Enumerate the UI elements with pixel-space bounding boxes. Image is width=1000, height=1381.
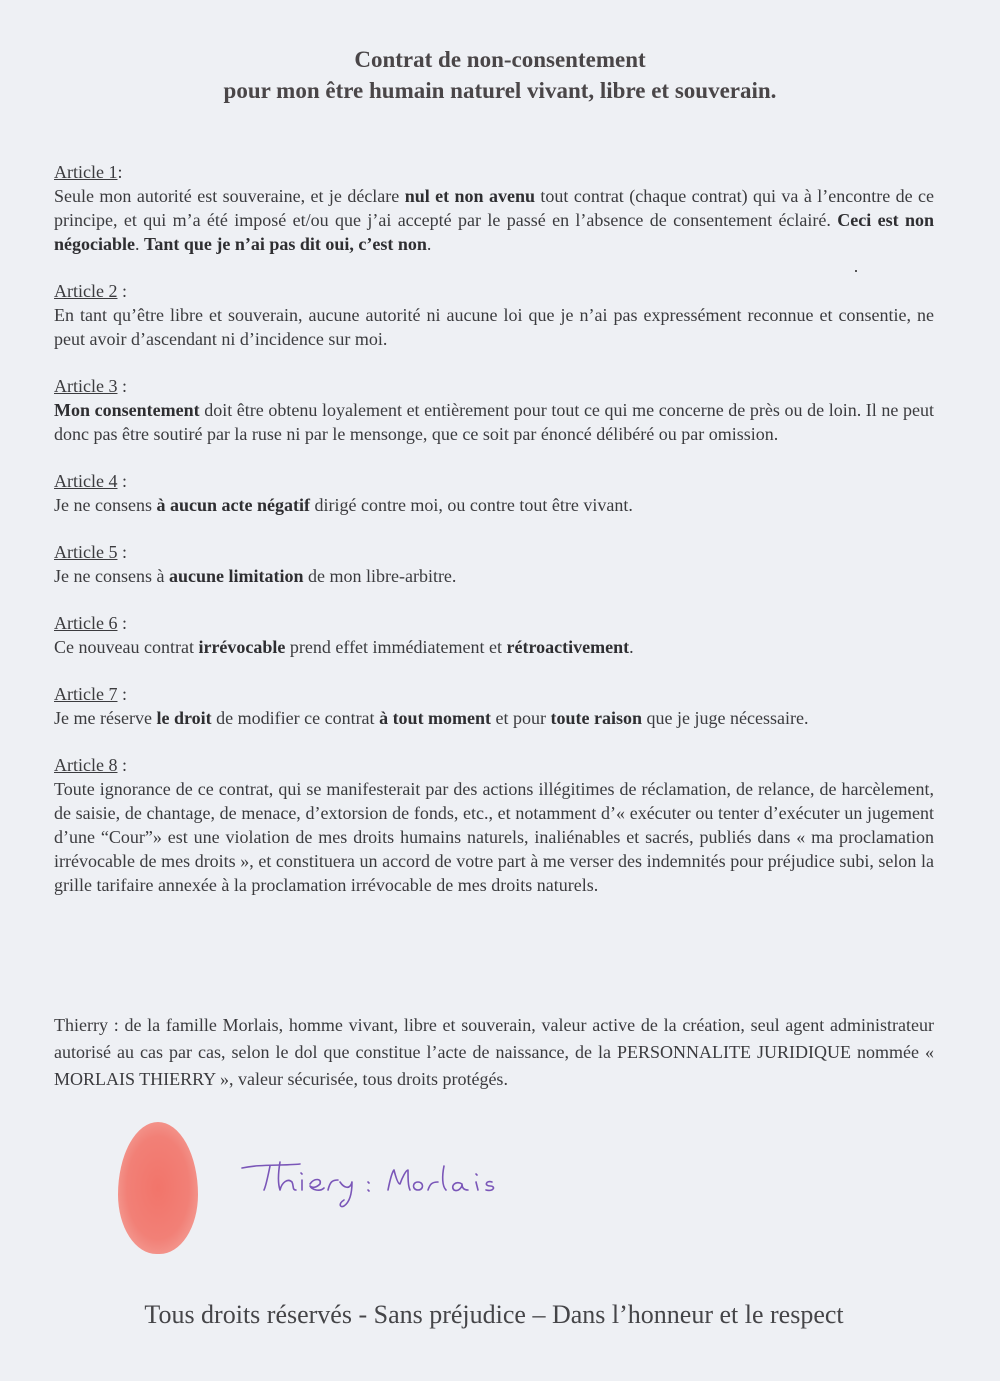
fingerprint-seal bbox=[118, 1122, 198, 1254]
article-2 bbox=[54, 279, 934, 351]
article-heading-colon: : bbox=[117, 162, 123, 182]
article-text-run: que je juge nécessaire. bbox=[642, 708, 809, 728]
title-line-2: pour mon être humain naturel vivant, libre et souverain. bbox=[223, 78, 777, 103]
article-text-run: Toute ignorance de ce contrat, qui se manifesterait par des actions illégitimes de réclamation, de relance, de harcèlement, de saisie, de chantage, de menace, d’extorsion de fonds, etc., et notamment d’« exécuter ou tenter d’exécuter un jugement d’une “Cour”» est une violation de mes droits humains naturels, inaliénables et sacrés, publiés dans « ma proclamation irrévocable de mes droits », et constituera un accord de votre part à me verser des indemnités pour préjudice subi, selon la grille tarifaire annexée à la proclamation irrévocable de mes droits naturels. bbox=[54, 779, 934, 895]
article-emphasis: irrévocable bbox=[198, 637, 286, 657]
title-line-1: Contrat de non-consentement bbox=[354, 47, 646, 72]
document-title bbox=[0, 44, 1000, 106]
article-emphasis: Tant que je n’ai pas dit oui, c’est non bbox=[144, 234, 427, 254]
article-heading-colon: : bbox=[117, 376, 127, 396]
article-text-run: Ce nouveau contrat bbox=[54, 637, 199, 657]
article-heading-label: Article 3 bbox=[54, 376, 118, 396]
article-4 bbox=[54, 469, 934, 517]
article-heading-label: Article 7 bbox=[54, 684, 118, 704]
article-emphasis: à tout moment bbox=[379, 708, 492, 728]
article-text-run: En tant qu’être libre et souverain, aucune autorité ni aucune loi que je n’ai pas expressément reconnue et consentie, ne peut avoir d’ascendant ni d’incidence sur moi. bbox=[54, 305, 934, 349]
article-text-run: Je ne consens à bbox=[54, 566, 169, 586]
article-text-run: Je ne consens bbox=[54, 495, 157, 515]
article-heading-colon: : bbox=[117, 613, 127, 633]
article-heading bbox=[54, 540, 934, 564]
article-text bbox=[54, 706, 934, 730]
article-emphasis: le droit bbox=[156, 708, 212, 728]
article-5 bbox=[54, 540, 934, 588]
article-text bbox=[54, 303, 934, 351]
article-heading bbox=[54, 469, 934, 493]
article-text-run: doit être obtenu loyalement et entièrement pour tout ce qui me concerne de près ou de loin. Il ne peut donc pas être soutiré par la ruse ni par le mensonge, que ce soit par énoncé délibéré ou par omission. bbox=[54, 400, 934, 444]
article-heading bbox=[54, 374, 934, 398]
article-3 bbox=[54, 374, 934, 446]
article-text-run: de modifier ce contrat bbox=[211, 708, 380, 728]
handwritten-signature bbox=[240, 1160, 540, 1210]
article-7 bbox=[54, 682, 934, 730]
article-emphasis: Mon consentement bbox=[54, 400, 200, 420]
signatory-statement: Thierry : de la famille Morlais, homme vivant, libre et souverain, valeur active de la création, seul agent administrateur autorisé au cas par cas, selon le dol que constitue l’acte de naissance, de la PERSONNALITE JURIDIQUE nommée « MORLAIS THIERRY », valeur sécurisée, tous droits protégés. bbox=[54, 1015, 934, 1089]
article-heading-colon: : bbox=[117, 684, 127, 704]
article-heading bbox=[54, 611, 934, 635]
article-text bbox=[54, 398, 934, 446]
article-text bbox=[54, 635, 934, 659]
article-text-run: tout contrat (chaque contrat) qui va à l’encontre de ce principe, et qui m’a été imposé et/ou que j’ai accepté par le passé en l’absence de consentement éclairé. bbox=[54, 186, 934, 230]
article-emphasis: toute raison bbox=[550, 708, 643, 728]
article-emphasis: Ceci est non négociable bbox=[54, 210, 934, 254]
article-heading bbox=[54, 160, 934, 184]
article-heading-label: Article 8 bbox=[54, 755, 118, 775]
article-heading bbox=[54, 682, 934, 706]
article-6 bbox=[54, 611, 934, 659]
article-text-run: Je me réserve bbox=[54, 708, 157, 728]
articles-section bbox=[54, 160, 934, 920]
footer-motto: Tous droits réservés - Sans préjudice – Dans l’honneur et le respect bbox=[144, 1300, 844, 1329]
article-text-run: prend effet immédiatement et bbox=[285, 637, 507, 657]
article-heading-label: Article 5 bbox=[54, 542, 118, 562]
article-heading-label: Article 2 bbox=[54, 281, 118, 301]
article-text-run: Seule mon autorité est souveraine, et je déclare bbox=[54, 186, 405, 206]
article-text-run: dirigé contre moi, ou contre tout être vivant. bbox=[309, 495, 633, 515]
article-heading-label: Article 4 bbox=[54, 471, 118, 491]
article-heading-colon: : bbox=[117, 281, 127, 301]
article-1 bbox=[54, 160, 934, 256]
article-text-run: . bbox=[629, 637, 634, 657]
article-text bbox=[54, 184, 934, 256]
article-heading-label: Article 6 bbox=[54, 613, 118, 633]
article-8 bbox=[54, 753, 934, 897]
article-text bbox=[54, 493, 934, 517]
article-emphasis: nul et non avenu bbox=[404, 186, 535, 206]
article-text-run: . bbox=[426, 234, 432, 254]
article-heading-colon: : bbox=[117, 755, 127, 775]
article-heading-colon: : bbox=[117, 542, 127, 562]
article-emphasis: aucune limitation bbox=[168, 566, 304, 586]
article-heading bbox=[54, 753, 934, 777]
article-heading-colon: : bbox=[117, 471, 127, 491]
article-emphasis: à aucun acte négatif bbox=[156, 495, 310, 515]
article-text-run: . bbox=[135, 234, 144, 254]
article-text-run: de mon libre-arbitre. bbox=[303, 566, 457, 586]
article-text-run: et pour bbox=[491, 708, 551, 728]
article-heading bbox=[54, 279, 934, 303]
article-heading-label: Article 1 bbox=[54, 162, 118, 182]
article-text bbox=[54, 777, 934, 897]
article-emphasis: rétroactivement bbox=[506, 637, 630, 657]
article-text bbox=[54, 564, 934, 588]
